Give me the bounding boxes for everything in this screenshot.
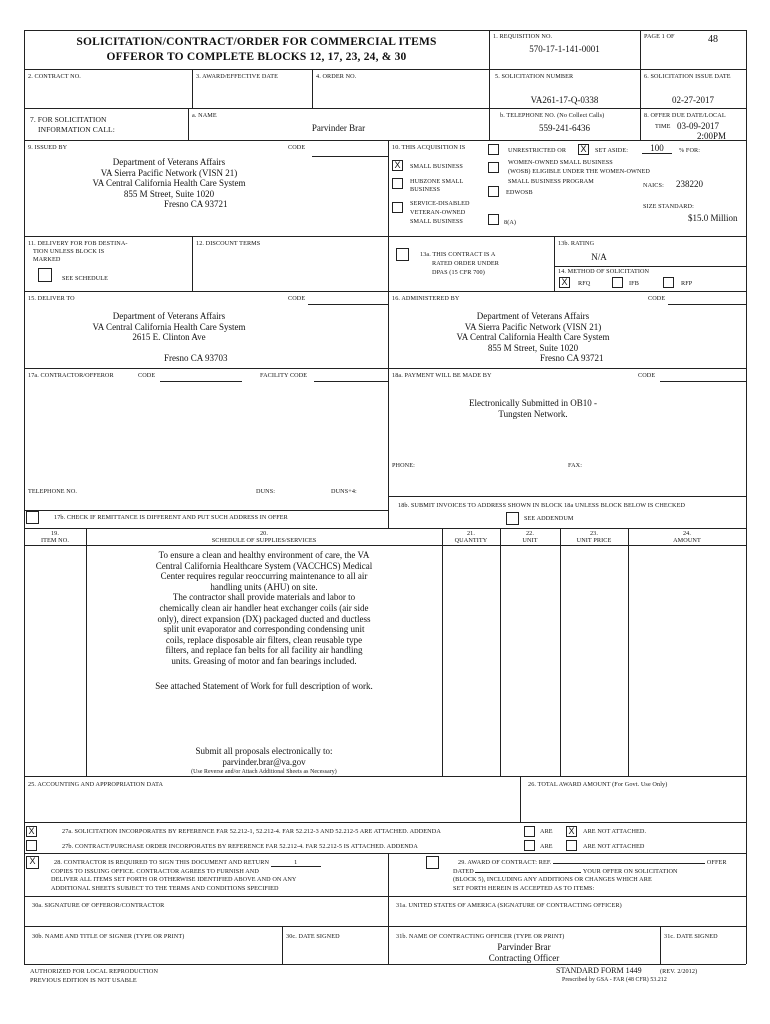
rating-label: 13b. RATING: [558, 240, 595, 247]
acquisition-label: 10. THIS ACQUISITION IS: [392, 144, 466, 151]
accounting-label: 25. ACCOUNTING AND APPROPRIATION DATA: [28, 781, 164, 788]
naics-code: 238220: [676, 179, 703, 189]
info-call-label-2: INFORMATION CALL:: [38, 125, 115, 134]
duns4-label: DUNS+4:: [331, 488, 357, 495]
deliver-to-city: Fresno CA 93703: [164, 353, 228, 363]
deliver-to-code-label: CODE: [288, 295, 306, 302]
unrestricted-label: UNRESTRICTED OR: [508, 147, 567, 154]
col-item-no: ITEM NO.: [41, 537, 69, 544]
see-addendum-checkbox[interactable]: [506, 512, 519, 525]
payment-code-label: CODE: [638, 372, 656, 379]
deliver-to-label: 15. DELIVER TO: [28, 295, 75, 302]
telephone-label: TELEPHONE NO.: [28, 488, 78, 495]
submit-invoices-label: 18b. SUBMIT INVOICES TO ADDRESS SHOWN IN BLOCK 18a UNLESS BLOCK BELOW IS CHECKED: [398, 502, 686, 509]
footer-prescribed: Prescribed by GSA - FAR (48 CFR) 53.212: [562, 977, 667, 983]
issued-by-code-label: CODE: [288, 144, 306, 151]
officer-signature-label: 31a. UNITED STATES OF AMERICA (SIGNATURE OF CONTRACTING OFFICER): [396, 902, 622, 909]
name-label: a. NAME: [192, 112, 217, 119]
sdvosb-label: SERVICE-DISABLED: [410, 200, 470, 207]
issue-date: 02-27-2017: [672, 95, 714, 105]
contact-name: Parvinder Brar: [311, 123, 366, 133]
duns-label: DUNS:: [256, 488, 276, 495]
info-call-label: 7. FOR SOLICITATION: [30, 115, 107, 124]
payment-phone-label: PHONE:: [392, 462, 415, 469]
clause-27a-checkbox[interactable]: X: [26, 826, 37, 837]
officer-date-label: 31c. DATE SIGNED: [664, 933, 718, 940]
clause-27a-are-checkbox[interactable]: [524, 826, 535, 837]
submit-proposals-email[interactable]: parvinder.brar@va.gov: [222, 757, 306, 767]
issue-date-label: 6. SOLICITATION ISSUE DATE: [644, 73, 731, 80]
rated-order-label: 13a. THIS CONTRACT IS A: [420, 251, 496, 258]
deliver-to-address: Department of Veterans Affairs VA Central California Health Care System 2615 E. Clinton Ave: [92, 311, 246, 342]
ifb-checkbox[interactable]: [612, 277, 623, 288]
see-schedule-label: SEE SCHEDULE: [62, 275, 109, 282]
contractor-label: 17a. CONTRACTOR/OFFEROR: [28, 372, 114, 379]
small-business-checkbox[interactable]: X: [392, 160, 403, 171]
col-unit-price: UNIT PRICE: [576, 537, 612, 544]
administered-by-address: Department of Veterans Affairs VA Sierra Pacific Network (VISN 21) VA Central California Health Care System 855 M Street, Suite 1020: [456, 311, 610, 353]
solicitation-number: VA261-17-Q-0338: [530, 95, 599, 105]
rated-order-checkbox[interactable]: [396, 248, 409, 261]
offer-due-label: 8. OFFER DUE DATE/LOCAL: [644, 112, 726, 119]
col-amount-num: 24.: [682, 530, 692, 537]
col-unit-num: 22.: [525, 530, 535, 537]
rfq-label: RFQ: [578, 280, 591, 287]
facility-code-label: FACILITY CODE: [260, 372, 308, 379]
page-total: 48: [708, 34, 718, 45]
award-checkbox[interactable]: [426, 856, 439, 869]
rfp-checkbox[interactable]: [663, 277, 674, 288]
rated-order-label-3: DPAS (15 CFR 700): [432, 269, 485, 276]
offer-due-time: 2:00PM: [697, 131, 727, 141]
naics-label: NAICS:: [643, 182, 664, 189]
contract-no-label: 2. CONTRACT NO.: [28, 73, 81, 80]
size-standard: $15.0 Million: [688, 213, 738, 223]
offeror-date-label: 30c. DATE SIGNED: [286, 933, 340, 940]
col-amount: AMOUNT: [673, 537, 701, 544]
payment-line-2: Tungsten Network.: [498, 409, 568, 419]
delivery-fob-label-2: TION UNLESS BLOCK IS: [33, 248, 105, 255]
clause-27b-are-label: ARE: [540, 843, 553, 850]
size-standard-label: SIZE STANDARD:: [643, 203, 694, 210]
award-dated-label: DATED YOUR OFFER ON SOLICITATION: [453, 868, 678, 875]
issued-by-label: 9. ISSUED BY: [28, 144, 68, 151]
rating-value: N/A: [591, 252, 607, 262]
total-award-label: 26. TOTAL AWARD AMOUNT (For Govt. Use Only): [528, 781, 668, 788]
contractor-sign-label-2: COPIES TO ISSUING OFFICE. CONTRACTOR AGREES TO FURNISH AND: [51, 868, 259, 875]
copies-count: 1: [271, 859, 321, 867]
administered-by-code-label: CODE: [648, 295, 666, 302]
discount-terms-label: 12. DISCOUNT TERMS: [196, 240, 261, 247]
form-subtitle: OFFEROR TO COMPLETE BLOCKS 12, 17, 23, 24, & 30: [106, 51, 407, 63]
award-label-4: SET FORTH HEREIN IS ACCEPTED AS TO ITEMS:: [453, 885, 595, 892]
sdvosb-label-2: VETERAN-OWNED: [410, 209, 466, 216]
delivery-fob-label: 11. DELIVERY FOR FOB DESTINA-: [28, 240, 128, 247]
see-addendum-label: SEE ADDENDUM: [524, 515, 574, 522]
ifb-label: IFB: [629, 280, 639, 287]
edwosb-checkbox[interactable]: [488, 186, 499, 197]
remittance-checkbox[interactable]: [26, 511, 39, 524]
edwosb-label: EDWOSB: [506, 189, 533, 196]
footer-form-number: STANDARD FORM 1449: [556, 966, 642, 975]
remittance-label: 17b. CHECK IF REMITTANCE IS DIFFERENT AND PUT SUCH ADDRESS IN OFFER: [54, 514, 288, 521]
form-title: SOLICITATION/CONTRACT/ORDER FOR COMMERCIAL ITEMS: [76, 36, 437, 48]
award-label: 29. AWARD OF CONTRACT: REF. OFFER: [458, 859, 727, 866]
page-label: PAGE 1 OF: [644, 33, 675, 40]
issued-by-address: Department of Veterans Affairs VA Sierra Pacific Network (VISN 21) VA Central California Health Care System 855 M Street, Suite 1020: [92, 157, 246, 199]
clause-27a-are-label: ARE: [540, 828, 553, 835]
contact-phone: 559-241-6436: [539, 123, 590, 133]
wosb-label: WOMEN-OWNED SMALL BUSINESS: [508, 159, 613, 166]
reverse-note: (Use Reverse and/or Attach Additional Sheets as Necessary): [191, 769, 337, 775]
col-quantity-num: 21.: [466, 530, 476, 537]
clause-27a-are-not-label: ARE NOT ATTACHED.: [583, 828, 647, 835]
hubzone-label-2: BUSINESS: [410, 186, 441, 193]
officer-name-label: 31b. NAME OF CONTRACTING OFFICER (TYPE OR PRINT): [396, 933, 565, 940]
hubzone-checkbox[interactable]: [392, 178, 403, 189]
officer-name: Parvinder Brar: [497, 942, 551, 952]
rfp-label: RFP: [681, 280, 693, 287]
footer-revision: (REV. 2/2012): [660, 968, 698, 975]
signer-name-label: 30b. NAME AND TITLE OF SIGNER (TYPE OR PRINT): [32, 933, 185, 940]
unrestricted-checkbox[interactable]: [488, 144, 499, 155]
clause-27b-label: 27b. CONTRACT/PURCHASE ORDER INCORPORATES BY REFERENCE FAR 52.212-4. FAR 52.212-5 IS ATTACHED. ADDENDA: [62, 843, 418, 850]
eight-a-label: 8(A): [504, 219, 517, 226]
footer-previous-edition: PREVIOUS EDITION IS NOT USABLE: [30, 977, 137, 984]
offeror-signature-label: 30a. SIGNATURE OF OFFEROR/CONTRACTOR: [32, 902, 165, 909]
see-attached-sow: See attached Statement of Work for full description of work.: [155, 681, 373, 691]
contractor-sign-checkbox[interactable]: X: [26, 856, 39, 869]
issued-by-city: Fresno CA 93721: [164, 199, 228, 209]
delivery-fob-label-3: MARKED: [33, 256, 61, 263]
set-aside-percent: 100: [642, 143, 672, 154]
phone-label: b. TELEPHONE NO. (No Collect Calls): [500, 112, 605, 119]
award-label-3: (BLOCK 5), INCLUDING ANY ADDITIONS OR CHANGES WHICH ARE: [453, 876, 652, 883]
solicitation-no-label: 5. SOLICITATION NUMBER: [495, 73, 574, 80]
wosb-checkbox[interactable]: [488, 162, 499, 173]
schedule-description: To ensure a clean and healthy environment of care, the VA Central California Healthcare System (VACCHCS) Medical Center requires regular reoccurring maintenance to all air handling units (AHU) on site. The contractor shall provide materials and labor to chemically clean air handler heat exchanger coils (air side only), direct expansion (DX) packaged ducted and ductless split unit evaporator and corresponding condensing unit coils, replace disposable air filters, clean reusable type filters, and replace fan belts for all facility air handling units. Greasing of motor and fan bearings included.: [155, 550, 373, 666]
col-unit: UNIT: [522, 537, 538, 544]
rfq-checkbox[interactable]: X: [559, 277, 570, 288]
col-unit-price-num: 23.: [589, 530, 599, 537]
sdvosb-label-3: SMALL BUSINESS: [410, 218, 463, 225]
time-label: TIME: [655, 123, 671, 130]
method-label: 14. METHOD OF SOLICITATION: [558, 268, 650, 275]
payment-fax-label: FAX:: [568, 462, 583, 469]
footer-reproduction: AUTHORIZED FOR LOCAL REPRODUCTION: [30, 968, 159, 975]
wosb-label-2: (WOSB) ELIGIBLE UNDER THE WOMEN-OWNED: [508, 168, 650, 175]
contractor-sign-label-3: DELIVER ALL ITEMS SET FORTH OR OTHERWISE IDENTIFIED ABOVE AND ON ANY: [51, 876, 297, 883]
sdvosb-checkbox[interactable]: [392, 202, 403, 213]
payment-label: 18a. PAYMENT WILL BE MADE BY: [392, 372, 492, 379]
see-schedule-checkbox[interactable]: [38, 268, 52, 282]
submit-proposals-text: Submit all proposals electronically to:: [195, 746, 333, 756]
order-no-label: 4. ORDER NO.: [316, 73, 357, 80]
clause-27b-are-not-label: ARE NOT ATTACHED: [583, 843, 645, 850]
col-quantity: QUANTITY: [454, 537, 488, 544]
administered-by-label: 16. ADMINISTERED BY: [392, 295, 460, 302]
offer-due-date: 03-09-2017: [677, 121, 719, 131]
administered-by-city: Fresno CA 93721: [540, 353, 604, 363]
set-aside-checkbox[interactable]: X: [578, 144, 589, 155]
small-business-label: SMALL BUSINESS: [410, 163, 463, 170]
clause-27b-are-checkbox[interactable]: [524, 840, 535, 851]
contractor-code-label: CODE: [138, 372, 156, 379]
award-date-label: 3. AWARD/EFFECTIVE DATE: [196, 73, 279, 80]
col-schedule-num: 20.: [259, 530, 269, 537]
requisition-label: 1. REQUISITION NO.: [493, 33, 553, 40]
eight-a-checkbox[interactable]: [488, 214, 499, 225]
clause-27b-checkbox[interactable]: [26, 840, 37, 851]
rated-order-label-2: RATED ORDER UNDER: [432, 260, 500, 267]
clause-27a-are-not-checkbox[interactable]: X: [566, 826, 577, 837]
contractor-sign-label-4: ADDITIONAL SHEETS SUBJECT TO THE TERMS AND CONDITIONS SPECIFIED: [51, 885, 279, 892]
officer-title: Contracting Officer: [488, 953, 560, 963]
set-aside-label: SET ASIDE:: [595, 147, 629, 154]
requisition-number: 570-17-1-141-0001: [529, 44, 600, 54]
col-item-no-num: 19.: [50, 530, 60, 537]
wosb-label-3: SMALL BUSINESS PROGRAM: [508, 178, 594, 185]
hubzone-label: HUBZONE SMALL: [410, 178, 464, 185]
clause-27b-are-not-checkbox[interactable]: [566, 840, 577, 851]
payment-line-1: Electronically Submitted in OB10 -: [469, 398, 597, 408]
percent-for-label: % FOR:: [679, 147, 701, 154]
clause-27a-label: 27a. SOLICITATION INCORPORATES BY REFERENCE FAR 52.212-1, 52.212-4. FAR 52.212-3 AND 52.212-5 ARE ATTACHED. ADDENDA: [62, 828, 441, 835]
contractor-sign-label: 28. CONTRACTOR IS REQUIRED TO SIGN THIS DOCUMENT AND RETURN 1: [54, 859, 321, 867]
col-schedule: SCHEDULE OF SUPPLIES/SERVICES: [211, 537, 317, 544]
